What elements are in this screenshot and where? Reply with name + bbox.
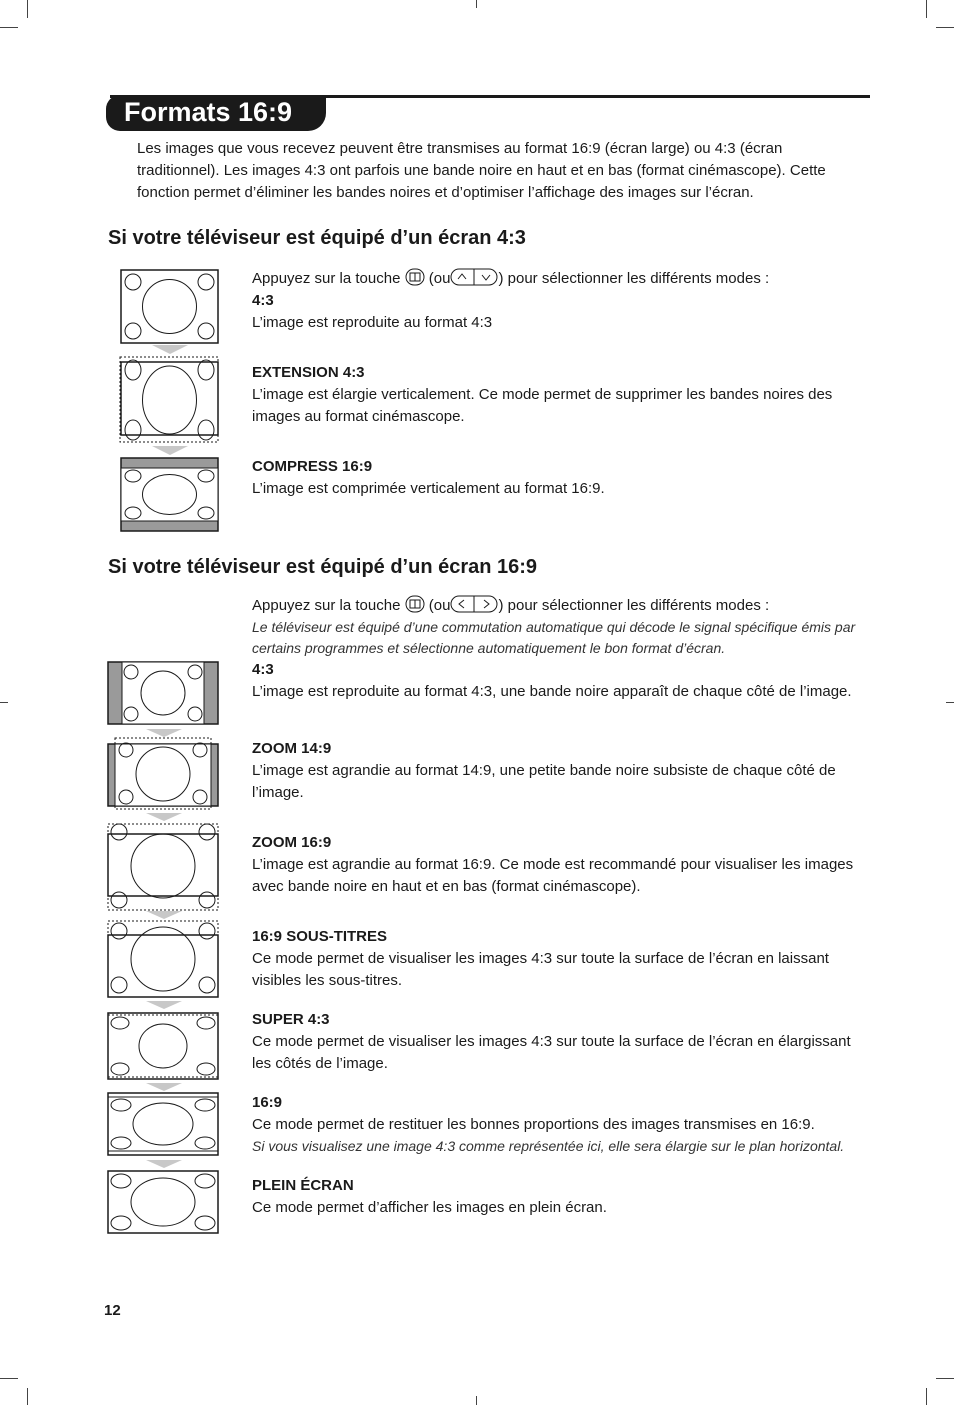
- zoom-16-9-diagram: [105, 822, 221, 912]
- intro-paragraph: Les images que vous recevez peuvent être transmises au format 16:9 (écran large) ou 4:3 (écran traditionnel). Les images 4:3 ont parfois une bande noire en haut et en bas (format cinémascope). Cette fonction permet d’éliminer les bandes noires et d’optimiser l’affichage des images sur l’écran.: [137, 140, 826, 201]
- arrow-down-icon: [152, 446, 188, 456]
- mode-note: Si vous visualisez une image 4:3 comme représentée ici, elle sera élargie sur le plan horizontal.: [252, 1138, 845, 1154]
- format-button-icon[interactable]: [405, 595, 425, 613]
- mode-desc: L’image est reproduite au format 4:3: [252, 314, 493, 331]
- mode-name: ZOOM 14:9: [252, 740, 332, 757]
- subtitles-16-9-diagram: [105, 919, 221, 1001]
- section1-instruction: Appuyez sur la touche (ou ) pour sélectionner les différents modes :: [252, 270, 770, 287]
- crop-mark: [936, 27, 954, 28]
- page-number: 12: [104, 1302, 121, 1319]
- mode-name: ZOOM 16:9: [252, 834, 332, 851]
- arrow-down-icon: [152, 345, 188, 355]
- mode-extension-4-3: [252, 362, 864, 428]
- mode-desc: L’image est agrandie au format 14:9, une petite bande noire subsiste de chaque côté de l’image.: [252, 762, 836, 801]
- mode-name: 4:3: [252, 661, 274, 678]
- mode-name: 4:3: [252, 292, 274, 309]
- crop-mark: [0, 702, 8, 703]
- format-16-9-diagram: [105, 1091, 221, 1159]
- mode-name: PLEIN ÉCRAN: [252, 1177, 354, 1194]
- mode-name: COMPRESS 16:9: [252, 458, 373, 475]
- auto-switch-note: Le téléviseur est équipé d’une commutation automatique qui décode le signal spécifique émis par certains programmes et sélectionne automatiquement le bon format d’écran.: [252, 619, 856, 656]
- mode-compress-16-9: [252, 456, 864, 500]
- mode-desc: Ce mode permet d’afficher les images en plein écran.: [252, 1199, 607, 1216]
- section2-instruction: Appuyez sur la touche (ou ) pour sélectionner les différents modes :: [252, 597, 770, 614]
- section2-heading: Si votre téléviseur est équipé d’un écran 16:9: [108, 556, 538, 578]
- full-screen-diagram: [105, 1169, 221, 1237]
- extension-4-3-diagram: [118, 355, 222, 445]
- crop-mark: [946, 702, 954, 703]
- left-right-buttons-icon[interactable]: [450, 595, 498, 613]
- format-4-3-wide-diagram: [105, 660, 221, 728]
- mode-16-9-subtitles: [252, 926, 864, 992]
- page-title: Formats 16:9: [106, 95, 326, 131]
- mode-name: SUPER 4:3: [252, 1011, 330, 1028]
- section1-heading: Si votre téléviseur est équipé d’un écran 4:3: [108, 227, 526, 249]
- arrow-down-icon: [146, 813, 182, 822]
- mode-16-9: [252, 1092, 864, 1157]
- mode-desc: L’image est reproduite au format 4:3, une bande noire apparaît de chaque côté de l’image.: [252, 683, 852, 700]
- crop-mark: [0, 1378, 18, 1379]
- crop-mark: [476, 1396, 477, 1405]
- mode-name: 16:9 SOUS-TITRES: [252, 928, 388, 945]
- crop-mark: [936, 1378, 954, 1379]
- mode-name: 16:9: [252, 1094, 283, 1111]
- arrow-down-icon: [146, 1001, 182, 1010]
- crop-mark: [476, 0, 477, 8]
- mode-desc: Ce mode permet de restituer les bonnes proportions des images transmises en 16:9.: [252, 1116, 815, 1133]
- mode-full-screen: [252, 1175, 864, 1219]
- section1-text: [252, 268, 864, 334]
- super-4-3-diagram: [105, 1011, 221, 1083]
- arrow-down-icon: [146, 1160, 182, 1169]
- mode-zoom-14-9: [252, 738, 864, 804]
- crop-mark: [926, 0, 927, 18]
- up-down-buttons-icon[interactable]: [450, 268, 498, 286]
- compress-16-9-diagram: [118, 456, 222, 534]
- format-4-3-diagram: [118, 268, 222, 348]
- crop-mark: [926, 1388, 927, 1405]
- mode-desc: L’image est agrandie au format 16:9. Ce mode est recommandé pour visualiser les images avec bande noire en haut et en bas (format cinémascope).: [252, 856, 854, 895]
- mode-name: EXTENSION 4:3: [252, 364, 365, 381]
- mode-zoom-16-9: [252, 832, 864, 898]
- mode-super-4-3: [252, 1009, 864, 1075]
- crop-mark: [27, 0, 28, 18]
- mode-desc: L’image est comprimée verticalement au format 16:9.: [252, 480, 605, 497]
- crop-mark: [0, 27, 18, 28]
- mode-desc: L’image est élargie verticalement. Ce mode permet de supprimer les bandes noires des images au format cinémascope.: [252, 386, 833, 425]
- mode-desc: Ce mode permet de visualiser les images 4:3 sur toute la surface de l’écran en laissant visibles les sous-titres.: [252, 950, 829, 989]
- zoom-14-9-diagram: [105, 736, 221, 812]
- section2-text: [252, 595, 864, 703]
- crop-mark: [27, 1388, 28, 1405]
- format-button-icon[interactable]: [405, 268, 425, 286]
- mode-desc: Ce mode permet de visualiser les images 4:3 sur toute la surface de l’écran en élargissant les côtés de l’image.: [252, 1033, 851, 1072]
